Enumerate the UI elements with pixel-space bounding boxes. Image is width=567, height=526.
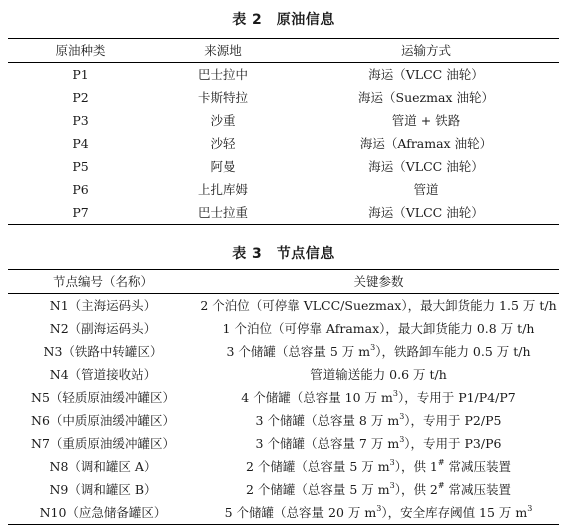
table3-params-param: 4 个储罐（总容量 10 万 m xyxy=(241,390,393,405)
table3-params-sup: 3 xyxy=(392,388,398,398)
table3-params-param-tail: ），供 1 xyxy=(394,459,438,474)
table3-params-param: 2 个储罐（总容量 5 万 m xyxy=(245,459,390,474)
table3-params-sup2: # xyxy=(437,457,445,467)
table2-cell-oil-type: P2 xyxy=(72,90,89,105)
table2-row xyxy=(8,63,559,87)
table3-header-params: 关键参数 xyxy=(198,270,559,294)
table3-cell-params xyxy=(198,432,559,455)
table3-params-sup2: # xyxy=(437,480,445,490)
table3-params-param: 2 个泊位（可停靠 VLCC/Suezmax），最大卸货能力 1.5 万 t/h xyxy=(200,298,557,313)
table3-params-param-tail: ），专用于 P2/P5 xyxy=(404,413,502,428)
table2-cell-transport: 海运（VLCC 油轮） xyxy=(293,201,559,225)
table2-cell-transport: 海运（VLCC 油轮） xyxy=(368,67,484,82)
table3-caption: 表 3 节点信息 xyxy=(232,246,335,262)
table2-cell-origin: 巴士拉重 xyxy=(153,201,293,225)
table2 xyxy=(8,38,559,225)
table3-cell-params xyxy=(198,501,559,525)
table3-cell-node: N7（重质原油缓冲罐区） xyxy=(31,436,175,451)
table3-cell-node: N9（调和罐区 B） xyxy=(49,482,157,497)
table2-header-transport: 运输方式 xyxy=(293,39,559,63)
table2-cell-transport: 管道 xyxy=(413,182,439,197)
table3-params-sup: 3 xyxy=(376,503,382,513)
table3-header-row xyxy=(8,270,559,294)
table3-row xyxy=(8,363,559,386)
table3-cell-node: N5（轻质原油缓冲罐区） xyxy=(31,390,175,405)
table2-cell-transport: 海运（Aframax 油轮） xyxy=(359,136,493,151)
table2-cell-oil-type: P6 xyxy=(72,182,89,197)
table2-cell-origin: 卡斯特拉 xyxy=(197,90,248,105)
table2-cell-origin: 巴士拉中 xyxy=(197,67,248,82)
table3-cell-node: N10（应急储备罐区） xyxy=(8,501,198,525)
table3-cell-node: N6（中质原油缓冲罐区） xyxy=(31,413,175,428)
table3-row xyxy=(8,432,559,455)
table2-cell-origin: 沙重 xyxy=(210,113,236,128)
table3-params-param: 3 个储罐（总容量 5 万 m xyxy=(226,344,371,359)
table3-cell-node: N1（主海运码头） xyxy=(49,298,157,313)
table3-params-param-tail: ），专用于 P3/P6 xyxy=(404,436,502,451)
table3-params-param-tail: ），安全库存阈值 15 万 m xyxy=(381,505,528,520)
table3-params-sup: 3 xyxy=(389,480,395,490)
table2-cell-transport: 海运（Suezmax 油轮） xyxy=(358,90,494,105)
table2-cell-transport: 管道 + 铁路 xyxy=(391,113,461,128)
table2-row xyxy=(8,201,559,225)
table3-row xyxy=(8,409,559,432)
table3-cell-node: N3（铁路中转罐区） xyxy=(43,344,163,359)
table3-params-param: 1 个泊位（可停靠 Aframax），最大卸货能力 0.8 万 t/h xyxy=(222,321,535,336)
table3-row xyxy=(8,386,559,409)
table2-header-origin: 来源地 xyxy=(153,39,293,63)
table2-row xyxy=(8,155,559,178)
table2-cell-origin: 上扎库姆 xyxy=(197,182,248,197)
table3-header-node: 节点编号（名称） xyxy=(8,270,198,294)
table3-cell-params xyxy=(198,409,559,432)
table2-caption: 表 2 原油信息 xyxy=(232,12,335,28)
table2-cell-oil-type: P4 xyxy=(72,136,89,151)
table2-cell-oil-type: P7 xyxy=(8,201,153,225)
table2-cell-transport: 海运（VLCC 油轮） xyxy=(368,159,484,174)
table3-params-sup: 3 xyxy=(389,457,395,467)
table3-cell-node: N8（调和罐区 A） xyxy=(49,459,157,474)
table3-cell-params xyxy=(198,478,559,501)
table3-row xyxy=(8,294,559,318)
table2-header-oil-type: 原油种类 xyxy=(8,39,153,63)
table2-row xyxy=(8,86,559,109)
table3-params-param-tail: ），供 2 xyxy=(394,482,438,497)
table2-row xyxy=(8,109,559,132)
table3-cell-node: N2（副海运码头） xyxy=(49,321,157,336)
table3-params-sup2: 3 xyxy=(527,503,533,513)
table3-cell-node: N4（管道接收站） xyxy=(49,367,157,382)
table3-row xyxy=(8,478,559,501)
table3-params-param: 3 个储罐（总容量 7 万 m xyxy=(255,436,400,451)
table3-row xyxy=(8,455,559,478)
table2-cell-origin: 阿曼 xyxy=(210,159,236,174)
table3-params-param: 2 个储罐（总容量 5 万 m xyxy=(245,482,390,497)
table3-params-param: 5 个储罐（总容量 20 万 m xyxy=(224,505,377,520)
table3-cell-params xyxy=(198,386,559,409)
table3-cell-params xyxy=(198,455,559,478)
table2-cell-oil-type: P3 xyxy=(72,113,89,128)
table3-row xyxy=(8,501,559,525)
table2-cell-origin: 沙轻 xyxy=(210,136,236,151)
table3-params-sup: 3 xyxy=(399,434,405,444)
table3 xyxy=(8,269,559,525)
table2-cell-oil-type: P5 xyxy=(72,159,89,174)
table3-params-sup: 3 xyxy=(370,342,376,352)
table3-row xyxy=(8,317,559,340)
table2-header-row xyxy=(8,39,559,63)
table3-params-sup: 3 xyxy=(399,411,405,421)
table3-params-param: 管道输送能力 0.6 万 t/h xyxy=(310,367,447,382)
table3-cell-params xyxy=(198,317,559,340)
table3-params-param-tail2: 常减压装置 xyxy=(444,459,512,474)
table3-params-param: 3 个储罐（总容量 8 万 m xyxy=(255,413,400,428)
table3-params-param-tail: ），专用于 P1/P4/P7 xyxy=(397,390,516,405)
table3-row xyxy=(8,340,559,363)
table3-params-param-tail2: 常减压装置 xyxy=(444,482,512,497)
table2-row xyxy=(8,178,559,201)
table3-cell-params xyxy=(198,363,559,386)
table3-cell-params xyxy=(198,294,559,318)
table3-params-param-tail: ），铁路卸车能力 0.5 万 t/h xyxy=(375,344,531,359)
table2-row xyxy=(8,132,559,155)
table2-cell-oil-type: P1 xyxy=(72,67,89,82)
table3-cell-params xyxy=(198,340,559,363)
